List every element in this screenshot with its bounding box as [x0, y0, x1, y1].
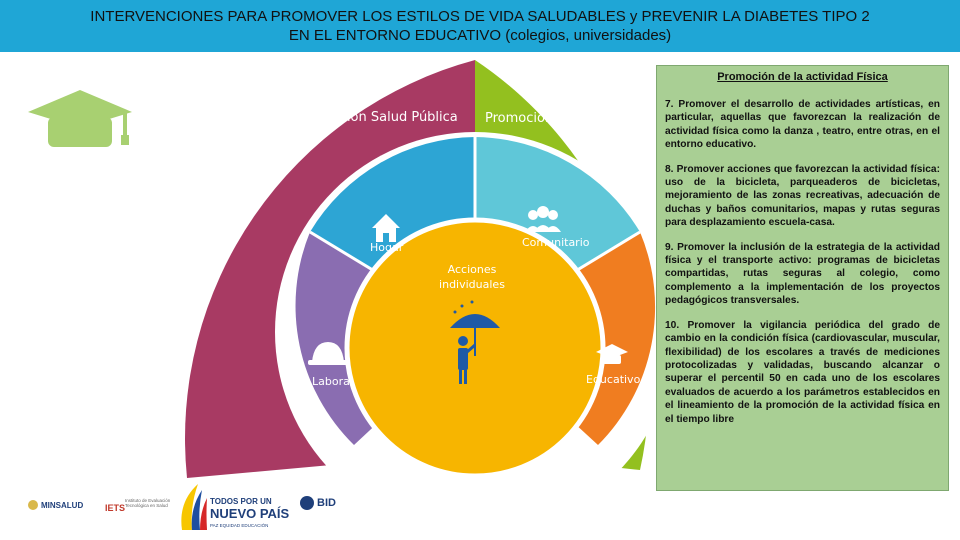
label-acciones-individuales: Acciones individuales — [439, 263, 505, 291]
label-comunitario: Comunitario — [522, 236, 590, 249]
graduation-cap-icon — [28, 90, 132, 147]
panel-item-9: 9. Promover la inclusión de la estrategia de la actividad física y el transporte activo: programas de bicicletas compartidas, rutas seguras al colegio, como complemento a la implementación de los proyectos pedagógicos transversales. — [665, 241, 940, 307]
title-line-1: INTERVENCIONES PARA PROMOVER LOS ESTILOS DE VIDA SALUDABLES y PREVENIR LA DIABETES TIPO 2 — [90, 8, 870, 25]
panel-item-10: 10. Promover la vigilancia periódica del grado de cambio en la condición física (cardiovascular, muscular, flexibilidad) de los escolares a través de mediciones protocolizadas y validadas, buscando alcanzar o superar el percentil 50 en cada uno de los escolares evaluados de acuerdo a los parámetros establecidos en el lineamiento de la promoción de la actividad física en el tiempo libre — [665, 319, 940, 425]
colombia-flag-swoosh-icon — [178, 482, 208, 532]
minsalud-logo: MINSALUD — [28, 500, 83, 510]
label-educativo: Educativo — [586, 373, 641, 386]
label-gestion-salud-publica: Gestión Salud Pública — [317, 110, 458, 125]
label-laboral: Laboral — [312, 375, 353, 388]
footer-logos — [0, 478, 400, 540]
bid-globe-icon — [300, 496, 314, 510]
colombia-seal-icon — [28, 500, 38, 510]
panel-title: Promoción de la actividad Física — [717, 71, 888, 83]
panel-item-8: 8. Promover acciones que favorezcan la actividad física: uso de la bicicleta, parqueaderos de bicicletas, mejoramiento de las zonas recreativas, adecuación de duchas y baños comunitarios, mapas y rutas seguras para desplazamiento escuela-casa. — [665, 163, 940, 229]
label-promocion-salud: Promoción de la Salud — [485, 111, 630, 126]
title-line-2: EN EL ENTORNO EDUCATIVO (colegios, universidades) — [288, 27, 672, 44]
iets-logo: IETS Instituto de Evaluación Tecnológica en Salud — [105, 498, 171, 513]
todos-por-un-nuevo-pais-logo: TODOS POR UN NUEVO PAÍS PAZ EQUIDAD EDUCACIÓN — [178, 482, 290, 534]
activity-panel — [656, 65, 949, 491]
bid-logo: BID — [300, 496, 336, 510]
panel-item-7: 7. Promover el desarrollo de actividades artísticas, en particular, aquellas que favorezcan la realización de actividad física como la danza , teatro, entre otras, en el entorno educativo. — [665, 99, 940, 151]
label-hogar: Hogar — [370, 241, 404, 254]
